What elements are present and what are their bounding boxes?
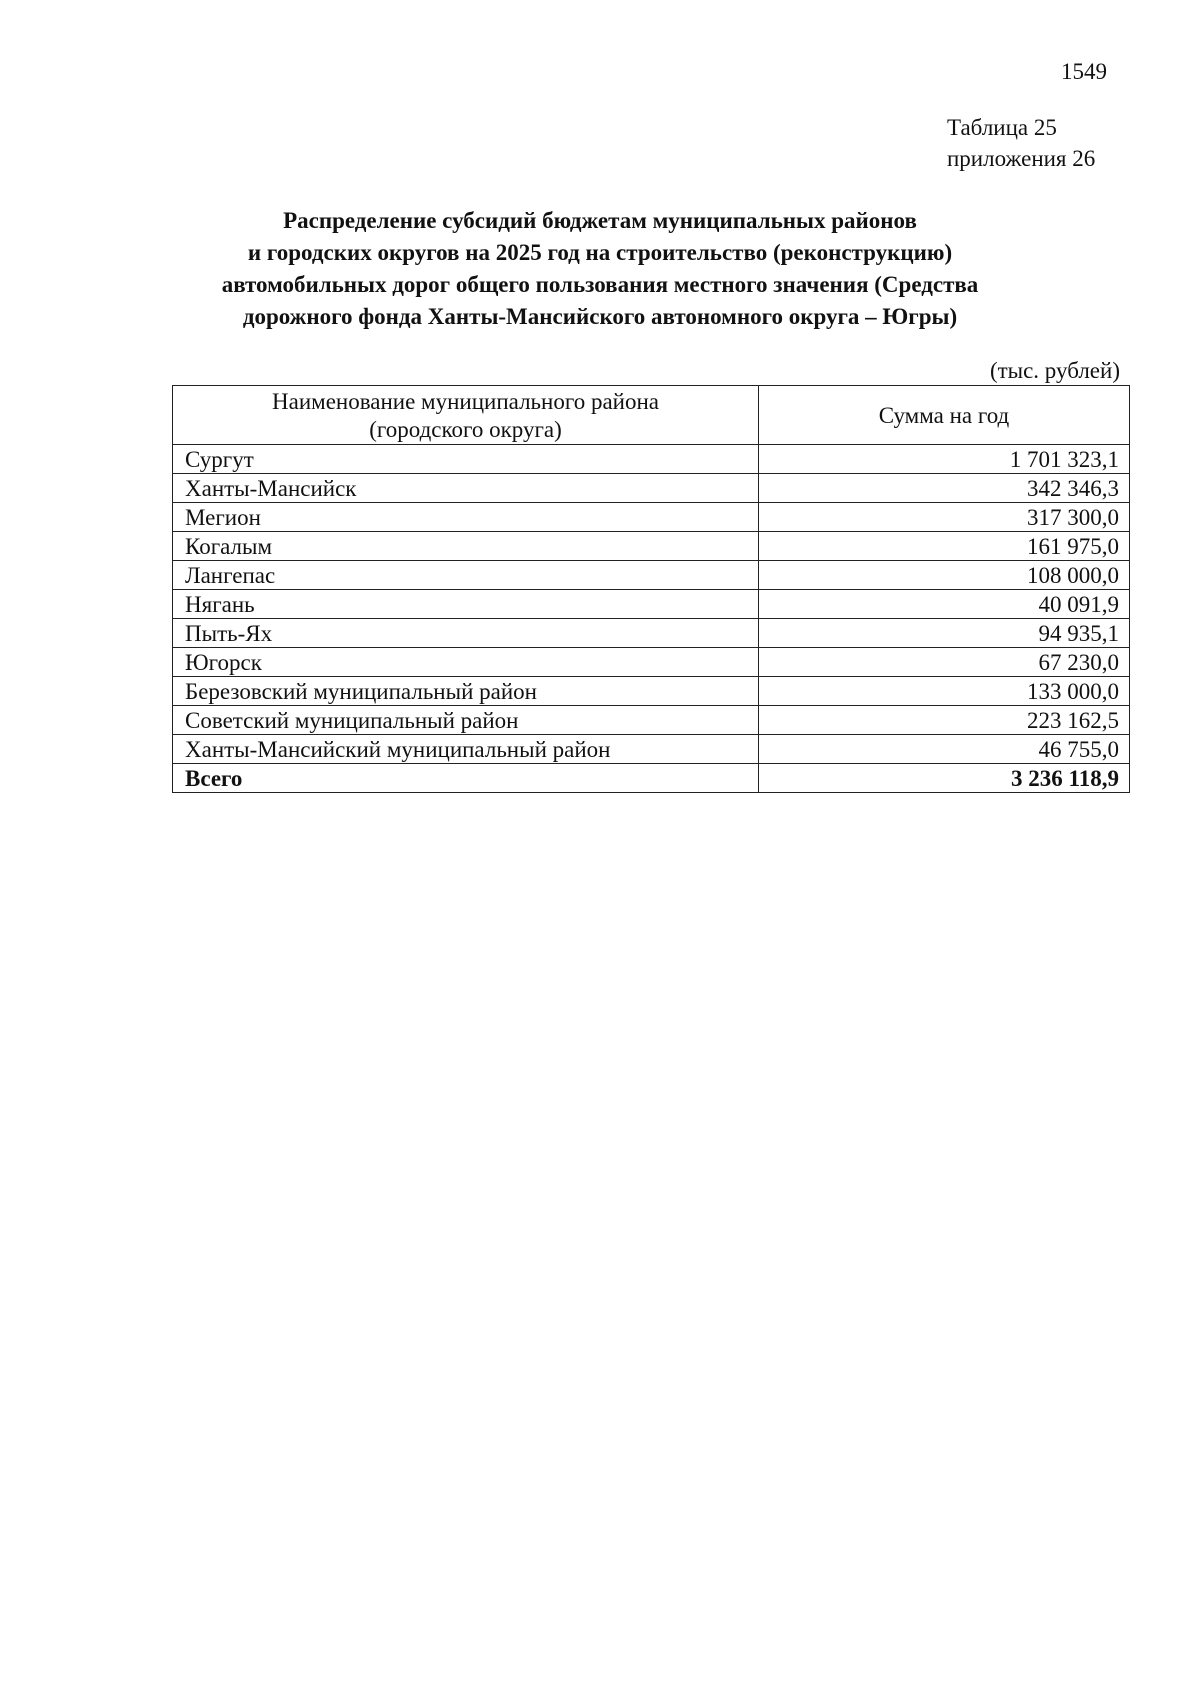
amount-value: 94 935,1 (759, 619, 1130, 648)
municipality-name: Югорск (173, 648, 759, 677)
municipality-name: Ханты-Мансийск (173, 474, 759, 503)
amount-value: 317 300,0 (759, 503, 1130, 532)
amount-value: 161 975,0 (759, 532, 1130, 561)
amount-value: 1 701 323,1 (759, 445, 1130, 474)
table-reference (947, 112, 1095, 174)
table-row (173, 735, 1130, 764)
amount-value: 133 000,0 (759, 677, 1130, 706)
municipality-name: Березовский муниципальный район (173, 677, 759, 706)
municipality-name: Когалым (173, 532, 759, 561)
table-row (173, 532, 1130, 561)
page-number: 1549 (1061, 59, 1107, 84)
total-amount: 3 236 118,9 (759, 764, 1130, 793)
municipality-name: Мегион (173, 503, 759, 532)
municipality-name: Нягань (173, 590, 759, 619)
appendix-number: приложения 26 (947, 146, 1096, 171)
document-title (100, 205, 1100, 333)
header-municipality (173, 386, 759, 445)
header-municipality-line-1: Наименование муниципального района (272, 389, 659, 414)
table-number: Таблица 25 (947, 115, 1057, 140)
header-municipality-line-2: (городского округа) (369, 417, 562, 442)
total-label: Всего (173, 764, 759, 793)
table-row (173, 590, 1130, 619)
table-row (173, 445, 1130, 474)
municipality-name: Ханты-Мансийский муниципальный район (173, 735, 759, 764)
title-line-3: автомобильных дорог общего пользования местного значения (Средства (221, 272, 979, 297)
title-line-4: дорожного фонда Ханты-Мансийского автономного округа – Югры) (242, 304, 958, 329)
municipality-name: Лангепас (173, 561, 759, 590)
title-line-1: Распределение субсидий бюджетам муниципальных районов (283, 208, 917, 233)
amount-value: 342 346,3 (759, 474, 1130, 503)
subsidy-table (172, 385, 1130, 793)
table-row (173, 561, 1130, 590)
total-row (173, 764, 1130, 793)
table-row (173, 474, 1130, 503)
table-row (173, 677, 1130, 706)
table-header-row (173, 386, 1130, 445)
table-row (173, 503, 1130, 532)
units-label: (тыс. рублей) (989, 358, 1120, 383)
table-row (173, 619, 1130, 648)
amount-value: 46 755,0 (759, 735, 1130, 764)
municipality-name: Сургут (173, 445, 759, 474)
title-line-2: и городских округов на 2025 год на строительство (реконструкцию) (247, 240, 953, 265)
amount-value: 223 162,5 (759, 706, 1130, 735)
municipality-name: Советский муниципальный район (173, 706, 759, 735)
amount-value: 67 230,0 (759, 648, 1130, 677)
municipality-name: Пыть-Ях (173, 619, 759, 648)
amount-value: 40 091,9 (759, 590, 1130, 619)
header-amount: Сумма на год (759, 386, 1130, 445)
table-row (173, 648, 1130, 677)
amount-value: 108 000,0 (759, 561, 1130, 590)
table-row (173, 706, 1130, 735)
